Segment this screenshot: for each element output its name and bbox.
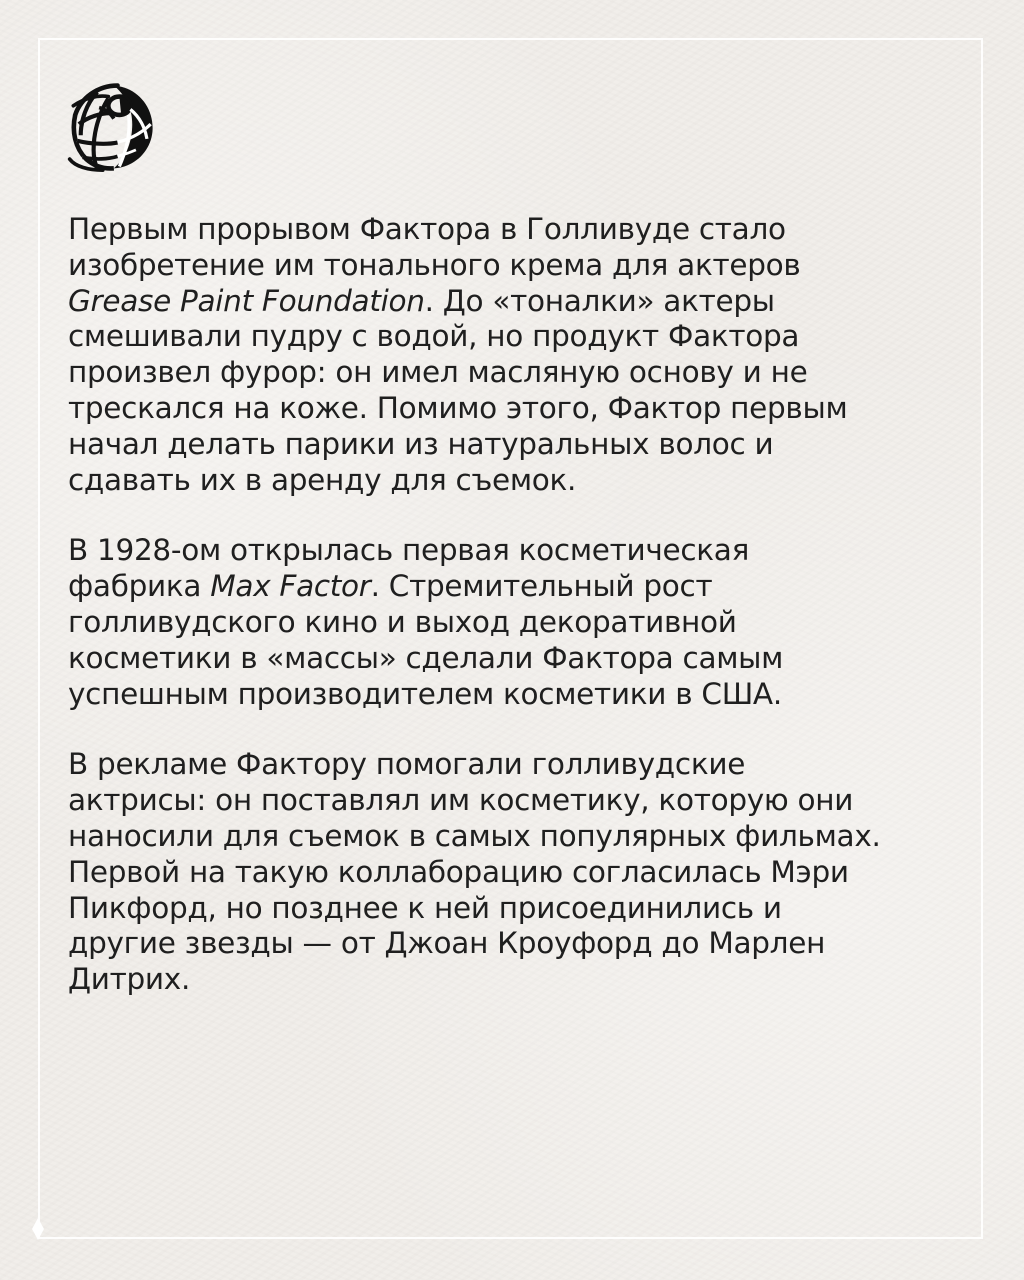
text-fragment: фабрика bbox=[68, 569, 211, 604]
article-body bbox=[68, 212, 978, 1033]
text-line: Дитрих. bbox=[68, 962, 191, 997]
text-line: Пикфорд, но позднее к ней присоединились и bbox=[68, 890, 782, 925]
text-line: начал делать парики из натуральных волос и bbox=[68, 426, 774, 461]
text-line: сдавать их в аренду для съемок. bbox=[68, 462, 577, 497]
text-line: косметики в «массы» сделали Фактора самым bbox=[68, 640, 784, 675]
text-fragment: . До «тоналки» актеры bbox=[424, 283, 775, 318]
text-line: смешивали пудру с водой, но продукт Фактора bbox=[68, 319, 800, 354]
text-line: успешным производителем косметики в США. bbox=[68, 676, 782, 711]
text-line: В рекламе Фактору помогали голливудские bbox=[68, 747, 746, 782]
text-fragment: . Стремительный рост bbox=[370, 569, 713, 604]
globe-icon bbox=[66, 80, 158, 172]
text-line: голливудского кино и выход декоративной bbox=[68, 604, 737, 639]
paragraph-3 bbox=[68, 747, 978, 998]
brand-name-italic: Max Factor bbox=[210, 569, 371, 604]
text-line: В 1928-ом открылась первая косметическая bbox=[68, 533, 750, 568]
diamond-ornament-icon bbox=[31, 1218, 45, 1240]
text-line: изобретение им тонального крема для актеров bbox=[68, 247, 801, 282]
text-line: другие звезды — от Джоан Кроуфорд до Марлен bbox=[68, 926, 826, 961]
text-line: трескался на коже. Помимо этого, Фактор первым bbox=[68, 390, 848, 425]
text-line: наносили для съемок в самых популярных фильмах. bbox=[68, 818, 881, 853]
text-line bbox=[68, 284, 978, 320]
text-line: актрисы: он поставлял им косметику, которую они bbox=[68, 783, 854, 818]
text-line: Первой на такую коллаборацию согласилась Мэри bbox=[68, 854, 849, 889]
text-line: произвел фурор: он имел масляную основу и не bbox=[68, 355, 808, 390]
product-name-italic: Grease Paint Foundation bbox=[68, 283, 425, 318]
paragraph-2 bbox=[68, 533, 978, 712]
paragraph-1 bbox=[68, 212, 978, 498]
text-line: Первым прорывом Фактора в Голливуде стало bbox=[68, 212, 786, 246]
text-line bbox=[68, 569, 978, 605]
